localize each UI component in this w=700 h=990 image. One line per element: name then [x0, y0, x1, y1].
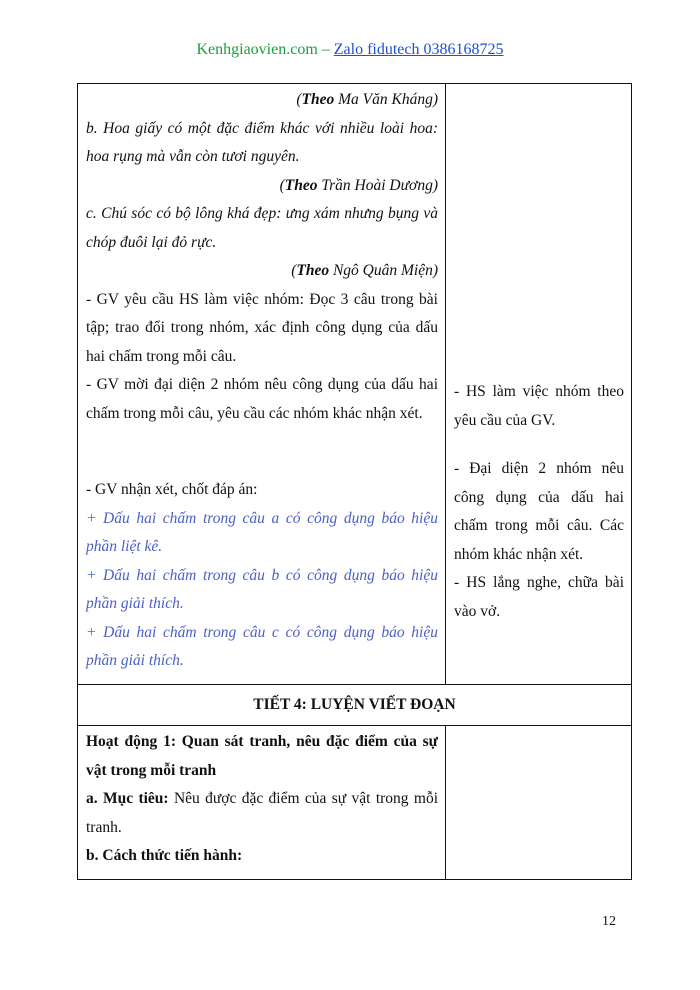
spacer	[86, 428, 438, 476]
student-representatives: - Đại diện 2 nhóm nêu công dụng của dấu hai chấm trong mỗi câu. Các nhóm khác nhận xét.	[454, 460, 624, 563]
site-link[interactable]: Kenhgiaovien.com	[196, 41, 318, 58]
teacher-group-instruction: - GV yêu cầu HS làm việc nhóm: Đọc 3 câu trong bài tập; trao đổi trong nhóm, xác định công dụng của dấu hai chấm trong mỗi câu.	[86, 290, 438, 365]
teacher-activity-cell	[78, 84, 446, 685]
answer-b: + Dấu hai chấm trong câu b có công dụng báo hiệu phần giải thích.	[86, 566, 438, 612]
zalo-contact-link[interactable]: Zalo fidutech 0386168725	[333, 41, 504, 58]
spacer	[454, 435, 624, 455]
source-a: (Theo Ma Văn Kháng)	[296, 91, 438, 108]
spacer	[454, 86, 624, 378]
student-activity-cell	[446, 84, 632, 685]
section-row	[78, 684, 632, 726]
activity-row	[78, 84, 632, 685]
source-b: (Theo Trần Hoài Dương)	[279, 176, 438, 194]
sentence-b: b. Hoa giấy có một đặc điểm khác với nhiều loài hoa: hoa rụng mà vẫn còn tươi nguyên.	[86, 119, 438, 165]
section-title: TIẾT 4: LUYỆN VIẾT ĐOẠN	[78, 684, 632, 726]
header-separator: –	[321, 41, 330, 58]
source-c: (Theo Ngô Quân Miện)	[291, 262, 438, 279]
lesson-plan-table	[77, 83, 632, 880]
answer-a: + Dấu hai chấm trong câu a có công dụng báo hiệu phần liệt kê.	[86, 509, 438, 555]
activity-1-right-cell	[446, 726, 632, 880]
page-number: 12	[602, 914, 616, 929]
sentence-c: c. Chú sóc có bộ lông khá đẹp: ưng xám nhưng bụng và chóp đuôi lại đỏ rực.	[86, 205, 438, 251]
activity-goal: a. Mục tiêu: Nêu được đặc điểm của sự vật trong mỗi tranh.	[86, 790, 438, 836]
activity-1-cell	[78, 726, 446, 880]
student-group-work: - HS làm việc nhóm theo yêu cầu của GV.	[454, 383, 624, 429]
activity-title: Hoạt động 1: Quan sát tranh, nêu đặc điểm của sự vật trong mỗi tranh	[86, 733, 438, 779]
answer-c: + Dấu hai chấm trong câu c có công dụng báo hiệu phần giải thích.	[86, 623, 438, 669]
student-listen: - HS lắng nghe, chữa bài vào vở.	[454, 574, 624, 620]
activity-method: b. Cách thức tiến hành:	[86, 847, 243, 864]
teacher-conclusion: - GV nhận xét, chốt đáp án:	[86, 481, 258, 498]
page-header	[0, 41, 700, 59]
activity-1-row	[78, 726, 632, 880]
teacher-invite-groups: - GV mời đại diện 2 nhóm nêu công dụng của dấu hai chấm trong mỗi câu, yêu cầu các nhóm khác nhận xét.	[86, 376, 438, 422]
